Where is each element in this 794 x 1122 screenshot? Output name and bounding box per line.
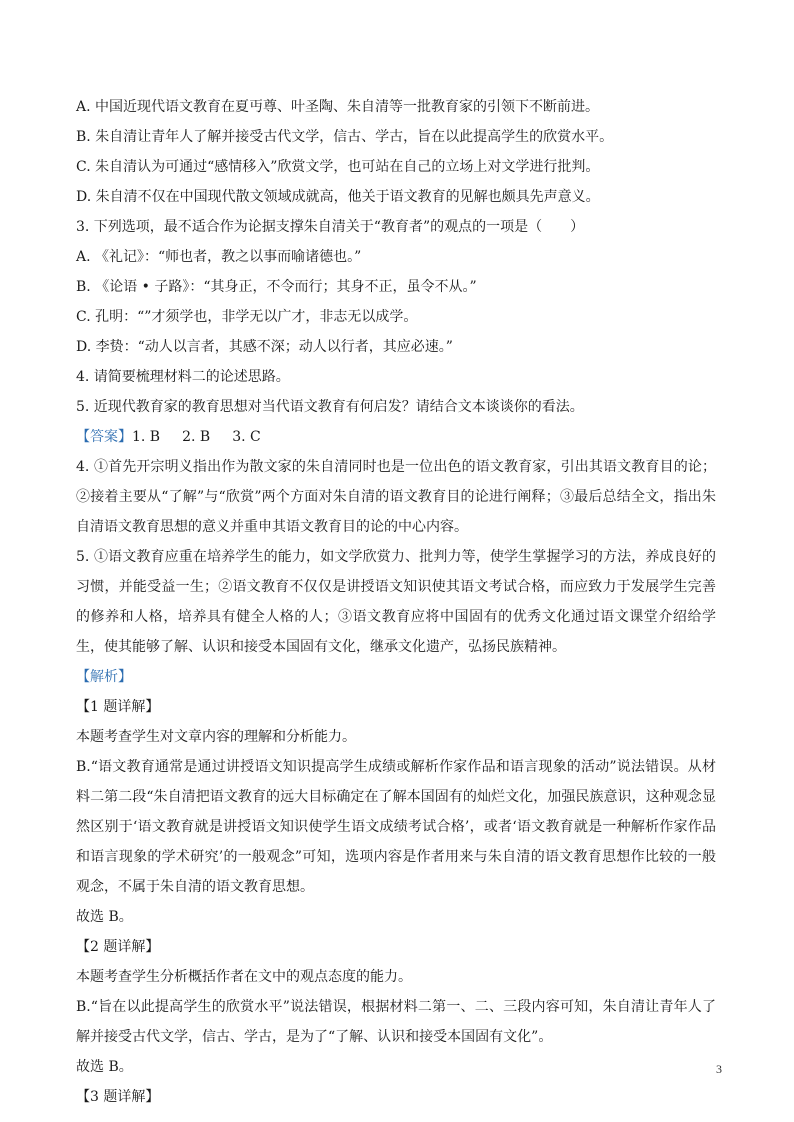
- answer-line: [76, 422, 716, 452]
- detail-1-intro: 本题考查学生对文章内容的理解和分析能力。: [76, 729, 356, 745]
- option-3a: A. 《礼记》：“师也者，教之以事而喻诸德也。”: [76, 249, 362, 265]
- detail-1-body: B.“语文教育通常是通过讲授语文知识提高学生成绩或解析作家作品和语言现象的活动”说法错误。从材料二第二段“朱自清把语文教育的远大目标确定在了解本国固有的灿烂文化，加强民族意识，这种观念显然区别于‘语文教育就是讲授语文知识使学生语文成绩考试合格’，或者‘语文教育就是一种解析作家作品和语言现象的学术研究’的一般观念”可知，选项内容是作者用来与朱自清的语文教育思想作比较的一般观念，不属于朱自清的语文教育思想。: [76, 759, 716, 895]
- analysis-label: 【解析】: [76, 669, 132, 685]
- question-4-stem: 4. 请简要梳理材料二的论述思路。: [76, 369, 290, 385]
- answer-label: 【答案】: [76, 429, 132, 445]
- answer-4: 4. ①首先开宗明义指出作为散文家的朱自清同时也是一位出色的语文教育家，引出其语文教育目的论；②接着主要从“了解”与“欣赏”两个方面对朱自清的语文教育目的论进行阐释；③最后总结全文，指出朱自清语文教育思想的意义并重申其语文教育目的论的中心内容。: [76, 459, 716, 535]
- detail-2-heading: 【2 题详解】: [76, 939, 160, 955]
- detail-1-conclusion: 故选 B。: [76, 909, 133, 925]
- question-5-stem: 5. 近现代教育家的教育思想对当代语文教育有何启发？请结合文本谈谈你的看法。: [76, 399, 584, 415]
- option-3b: B. 《论语 • 子路》：“其身正，不令而行；其身不正，虽令不从。”: [76, 279, 477, 295]
- answer-5: 5. ①语文教育应重在培养学生的能力，如文学欣赏力、批判力等，使学生掌握学习的方法，养成良好的习惯，并能受益一生；②语文教育不仅仅是讲授语文知识使其语文考试合格，而应致力于发展学生完善的修养和人格，培养具有健全人格的人；③语文教育应将中国固有的优秀文化通过语文课堂介绍给学生，使其能够了解、认识和接受本国固有文化，继承文化遗产，弘扬民族精神。: [76, 549, 716, 655]
- option-3c: C. 孔明：“”才须学也，非学无以广才，非志无以成学。: [76, 309, 418, 325]
- option-2c: C. 朱自清认为可通过“感情移入”欣赏文学，也可站在自己的立场上对文学进行批判。: [76, 159, 600, 175]
- question-3-stem: 3. 下列选项，最不适合作为论据支撑朱自清关于“教育者”的观点的一项是（ ）: [76, 219, 585, 235]
- option-2a: A. 中国近现代语文教育在夏丏尊、叶圣陶、朱自清等一批教育家的引领下不断前进。: [76, 99, 600, 115]
- detail-2-body: B.“旨在以此提高学生的欣赏水平”说法错误，根据材料二第一、二、三段内容可知，朱自清让青年人了解并接受古代文学，信古、学古，是为了“了解、认识和接受本国固有文化”。: [76, 999, 716, 1045]
- detail-2-intro: 本题考查学生分析概括作者在文中的观点态度的能力。: [76, 969, 412, 985]
- detail-2-conclusion: 故选 B。: [76, 1059, 133, 1075]
- option-3d: D. 李贽：“动人以言者，其感不深；动人以行者，其应必速。”: [76, 339, 453, 355]
- option-2d: D. 朱自清不仅在中国现代散文领域成就高，他关于语文教育的见解也颇具先声意义。: [76, 189, 600, 205]
- answer-2: 2. B: [182, 429, 211, 445]
- answer-3: 3. C: [232, 429, 261, 445]
- document-page: [76, 92, 716, 1112]
- detail-3-heading: 【3 题详解】: [76, 1089, 160, 1105]
- detail-1-heading: 【1 题详解】: [76, 699, 160, 715]
- page-number: 3: [716, 1062, 722, 1076]
- answer-1: 1. B: [132, 429, 161, 445]
- option-2b: B. 朱自清让青年人了解并接受古代文学，信古、学古，旨在以此提高学生的欣赏水平。: [76, 129, 614, 145]
